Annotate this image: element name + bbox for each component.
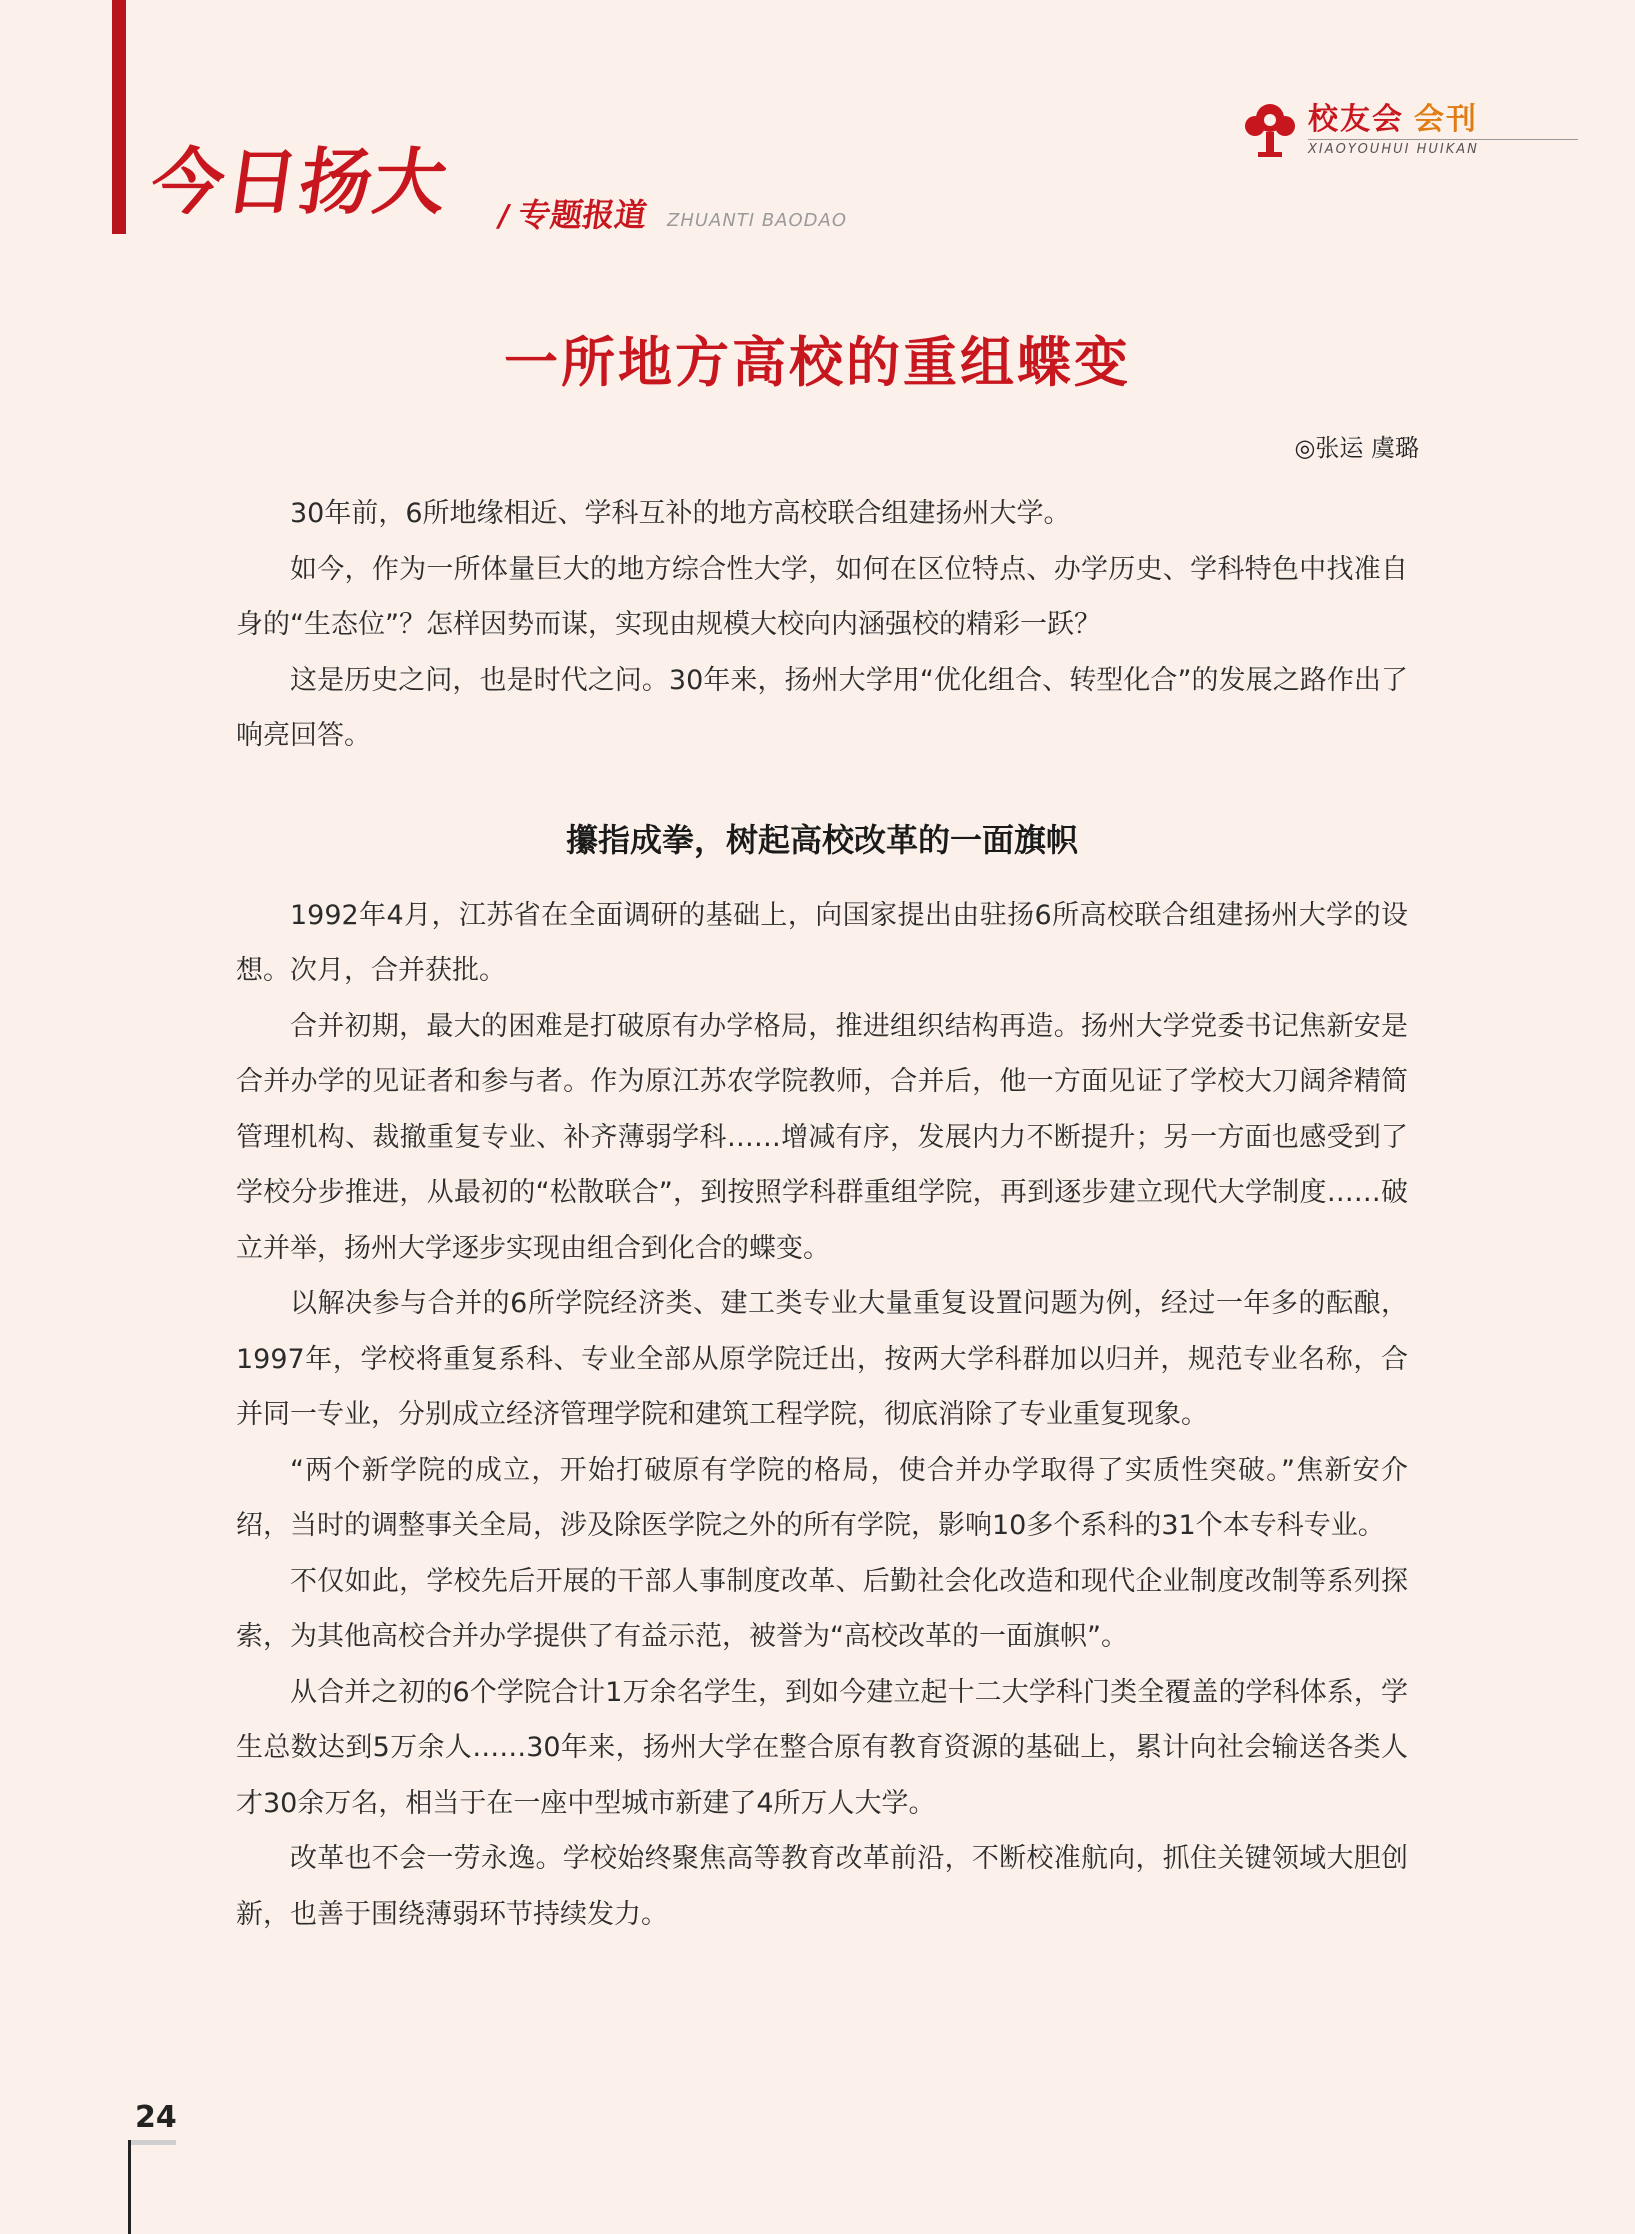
body-paragraph: 合并初期，最大的困难是打破原有办学格局，推进组织结构再造。扬州大学党委书记焦新安是合并办学的见证者和参与者。作为原江苏农学院教师，合并后，他一方面见证了学校大刀阔斧精简管理机构、裁撤重复专业、补齐薄弱学科……增减有序，发展内力不断提升；另一方面也感受到了学校分步推进，从最初的“松散联合”，到按照学科群重组学院，再到逐步建立现代大学制度……破立并举，扬州大学逐步实现由组合到化合的蝶变。: [236, 1010, 1408, 1264]
logo-title-main: 校友会: [1308, 102, 1404, 137]
body-paragraph: 改革也不会一劳永逸。学校始终聚焦高等教育改革前沿，不断校准航向，抓住关键领域大胆创新，也善于围绕薄弱环节持续发力。: [236, 1843, 1408, 1930]
section-title-en: ZHUANTI BAODAO: [666, 210, 848, 231]
section-title-cn: 专题报道: [516, 196, 650, 234]
body-paragraph: 1992年4月，江苏省在全面调研的基础上，向国家提出由驻扬6所高校联合组建扬州大学的设想。次月，合并获批。: [236, 899, 1408, 986]
masthead-title: 今日扬大: [146, 140, 454, 224]
intro-paragraph: 30年前，6所地缘相近、学科互补的地方高校联合组建扬州大学。: [290, 498, 1071, 529]
body-paragraph: 以解决参与合并的6所学院经济类、建工类专业大量重复设置问题为例，经过一年多的酝酿，1997年，学校将重复系科、专业全部从原学院迁出，按两大学科群加以归并，规范专业名称，合并同一专业，分别成立经济管理学院和建筑工程学院，彻底消除了专业重复现象。: [236, 1288, 1408, 1430]
section-label: [494, 190, 848, 236]
article-body: [236, 486, 1408, 1942]
body-paragraph: “两个新学院的成立，开始打破原有学院的格局，使合并办学取得了实质性突破。”焦新安介绍，当时的调整事关全局，涉及除医学院之外的所有学院，影响10多个系科的31个本专科专业。: [236, 1454, 1408, 1541]
page-number-rule: [128, 2140, 176, 2145]
intro-paragraph: 这是历史之问，也是时代之问。30年来，扬州大学用“优化组合、转型化合”的发展之路作出了响亮回答。: [236, 664, 1408, 751]
masthead-red-bar: [112, 0, 126, 234]
article-title: 一所地方高校的重组蝶变: [504, 330, 1131, 394]
body-paragraph: 不仅如此，学校先后开展的干部人事制度改革、后勤社会化改造和现代企业制度改制等系列探索，为其他高校合并办学提供了有益示范，被誉为“高校改革的一面旗帜”。: [236, 1565, 1408, 1652]
logo-subtitle-en: XIAOYOUHUI HUIKAN: [1308, 139, 1578, 157]
article-author: ◎张运 虞璐: [1294, 434, 1419, 462]
intro-paragraph: 如今，作为一所体量巨大的地方综合性大学，如何在区位特点、办学历史、学科特色中找准自身的“生态位”？怎样因势而谋，实现由规模大校向内涵强校的精彩一跃？: [236, 553, 1408, 640]
page-margin-rule: [128, 2140, 131, 2234]
page-number: 24: [135, 2100, 177, 2135]
body-paragraph: 从合并之初的6个学院合计1万余名学生，到如今建立起十二大学科门类全覆盖的学科体系，学生总数达到5万余人……30年来，扬州大学在整合原有教育资源的基础上，累计向社会输送各类人才30余万名，相当于在一座中型城市新建了4所万人大学。: [236, 1676, 1408, 1819]
section-heading: 攥指成拳，树起高校改革的一面旗帜: [565, 820, 1078, 859]
alumni-journal-logo: [1240, 98, 1578, 164]
logo-title-sub: 会刊: [1414, 102, 1478, 137]
section-slash: /: [494, 199, 513, 234]
alumni-emblem-icon: [1240, 98, 1300, 164]
